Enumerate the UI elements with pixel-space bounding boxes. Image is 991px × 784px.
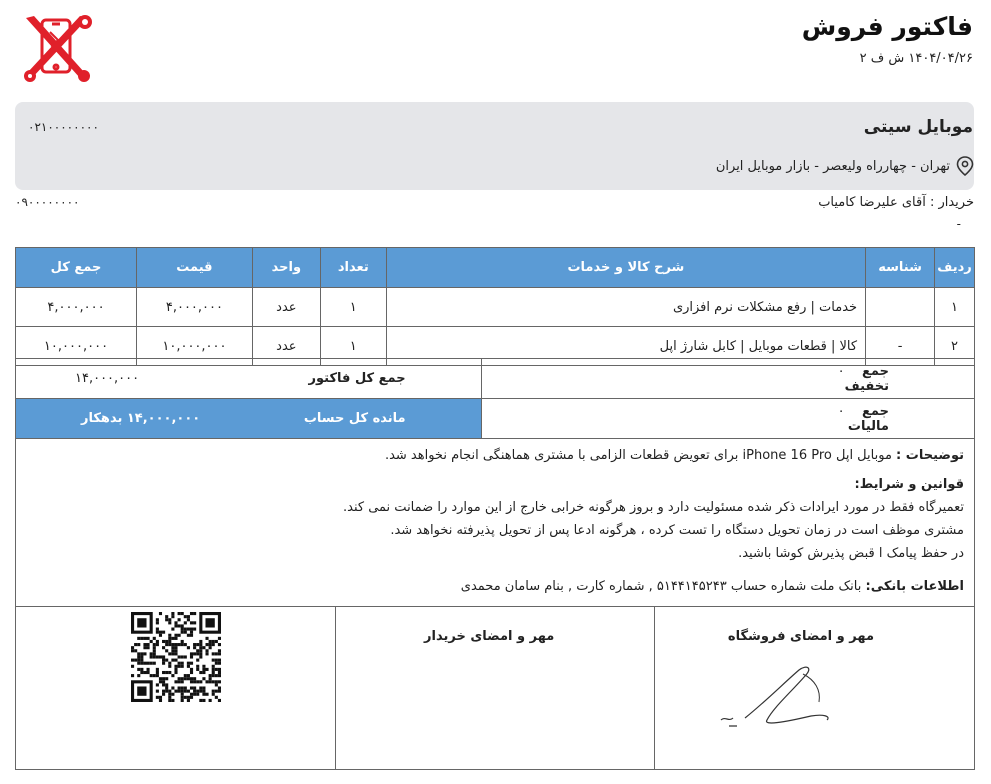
bank-info-line bbox=[26, 575, 964, 598]
balance-value: ۱۴,۰۰۰,۰۰۰ بدهکار bbox=[81, 411, 201, 426]
balance-label: مانده کل حساب bbox=[303, 411, 406, 426]
terms-line-3: در حفظ پیامک ا قبض پذیرش کوشا باشید. bbox=[738, 546, 964, 561]
cell-description: خدمات | رفع مشکلات نرم افزاری bbox=[386, 288, 865, 327]
signature-scribble-icon bbox=[715, 662, 855, 732]
invoice-title: فاکتور فروش bbox=[801, 12, 973, 41]
buyer-phone: ۰۹۰۰۰۰۰۰۰۰ bbox=[15, 195, 80, 209]
buyer-extra: - bbox=[956, 217, 961, 231]
table-header-row bbox=[16, 248, 975, 288]
shop-name: موبایل سیتی bbox=[863, 117, 973, 137]
cell-unit: عدد bbox=[252, 327, 320, 366]
repair-logo-icon bbox=[22, 14, 92, 84]
header-total: جمع کل bbox=[16, 248, 137, 288]
qr-code-cell bbox=[16, 607, 335, 769]
table-row bbox=[16, 288, 975, 327]
seller-signature-label: مهر و امضای فروشگاه bbox=[727, 629, 874, 644]
cell-quantity: ۱ bbox=[320, 327, 386, 366]
location-pin-icon bbox=[956, 156, 974, 176]
description-text: موبایل اپل iPhone 16 Pro برای تعویض قطعات الزامی با مشتری هماهنگی انجام نخواهد شد. bbox=[384, 448, 892, 463]
invoice-date: ۱۴۰۴/۰۴/۲۶ ش ف ۲ bbox=[859, 51, 973, 66]
bank-text: بانک ملت شماره حساب ۵۱۴۴۱۴۵۲۴۳ , شماره کارت , بنام سامان محمدی bbox=[460, 579, 862, 594]
header-quantity: تعداد bbox=[320, 248, 386, 288]
terms-line-2: مشتری موظف است در زمان تحویل دستگاه را تست کرده ، هرگونه ادعا پس از تحویل پذیرفته نخواهد شد. bbox=[390, 523, 964, 538]
header-description: شرح کالا و خدمات bbox=[386, 248, 865, 288]
header-unit: واحد bbox=[252, 248, 320, 288]
cell-price: ۱۰,۰۰۰,۰۰۰ bbox=[136, 327, 252, 366]
cell-row-number: ۲ bbox=[935, 327, 975, 366]
invoice-total-label: جمع کل فاکتور bbox=[308, 371, 406, 386]
cell-total: ۱۰,۰۰۰,۰۰۰ bbox=[16, 327, 137, 366]
cell-description: کالا | قطعات موبایل | کابل شارژ اپل bbox=[386, 327, 865, 366]
buyer-name: خریدار : آقای علیرضا کامیاب bbox=[818, 195, 974, 210]
buyer-signature-cell bbox=[335, 607, 655, 769]
bank-label: اطلاعات بانکی: bbox=[865, 579, 964, 594]
shop-address bbox=[716, 156, 974, 176]
cell-total: ۴,۰۰۰,۰۰۰ bbox=[16, 288, 137, 327]
qr-code-icon bbox=[131, 612, 221, 702]
header-price: قیمت bbox=[136, 248, 252, 288]
terms-line-1: تعمیرگاه فقط در مورد ایرادات ذکر شده مسئولیت دارد و بروز هرگونه خرابی خارج از این موارد را ضمانت نمی کند. bbox=[343, 500, 964, 515]
cell-price: ۴,۰۰۰,۰۰۰ bbox=[136, 288, 252, 327]
buyer-signature-label: مهر و امضای خریدار bbox=[424, 629, 555, 644]
discount-value: ۰ bbox=[837, 363, 845, 379]
balance-cell bbox=[16, 399, 482, 439]
summary-table bbox=[15, 358, 975, 439]
cell-unit: عدد bbox=[252, 288, 320, 327]
cell-row-number: ۱ bbox=[935, 288, 975, 327]
notes-section bbox=[15, 434, 975, 607]
cell-quantity: ۱ bbox=[320, 288, 386, 327]
shop-info-box bbox=[15, 102, 974, 190]
cell-id bbox=[866, 288, 935, 327]
discount-label: جمع تخفیف bbox=[844, 363, 889, 394]
cell-id: - bbox=[866, 327, 935, 366]
seller-signature-cell bbox=[654, 607, 974, 769]
tax-label: جمع مالیات bbox=[847, 403, 889, 434]
terms-label: قوانین و شرایط: bbox=[854, 477, 964, 492]
signature-row bbox=[15, 606, 975, 770]
shop-phone: ۰۲۱۰۰۰۰۰۰۰۰ bbox=[28, 120, 99, 134]
header-row-number: ردیف bbox=[935, 248, 975, 288]
invoice-total-value: ۱۴,۰۰۰,۰۰۰ bbox=[75, 371, 140, 386]
invoice-total-cell bbox=[16, 359, 482, 399]
description-line bbox=[26, 444, 964, 467]
header-id: شناسه bbox=[866, 248, 935, 288]
shop-address-text: تهران - چهارراه ولیعصر - بازار موبایل ایران bbox=[715, 158, 950, 174]
tax-cell bbox=[481, 399, 974, 439]
description-label: توضیحات : bbox=[896, 448, 964, 463]
tax-value: ۰ bbox=[837, 403, 845, 419]
items-table bbox=[15, 247, 975, 366]
discount-cell bbox=[481, 359, 974, 399]
